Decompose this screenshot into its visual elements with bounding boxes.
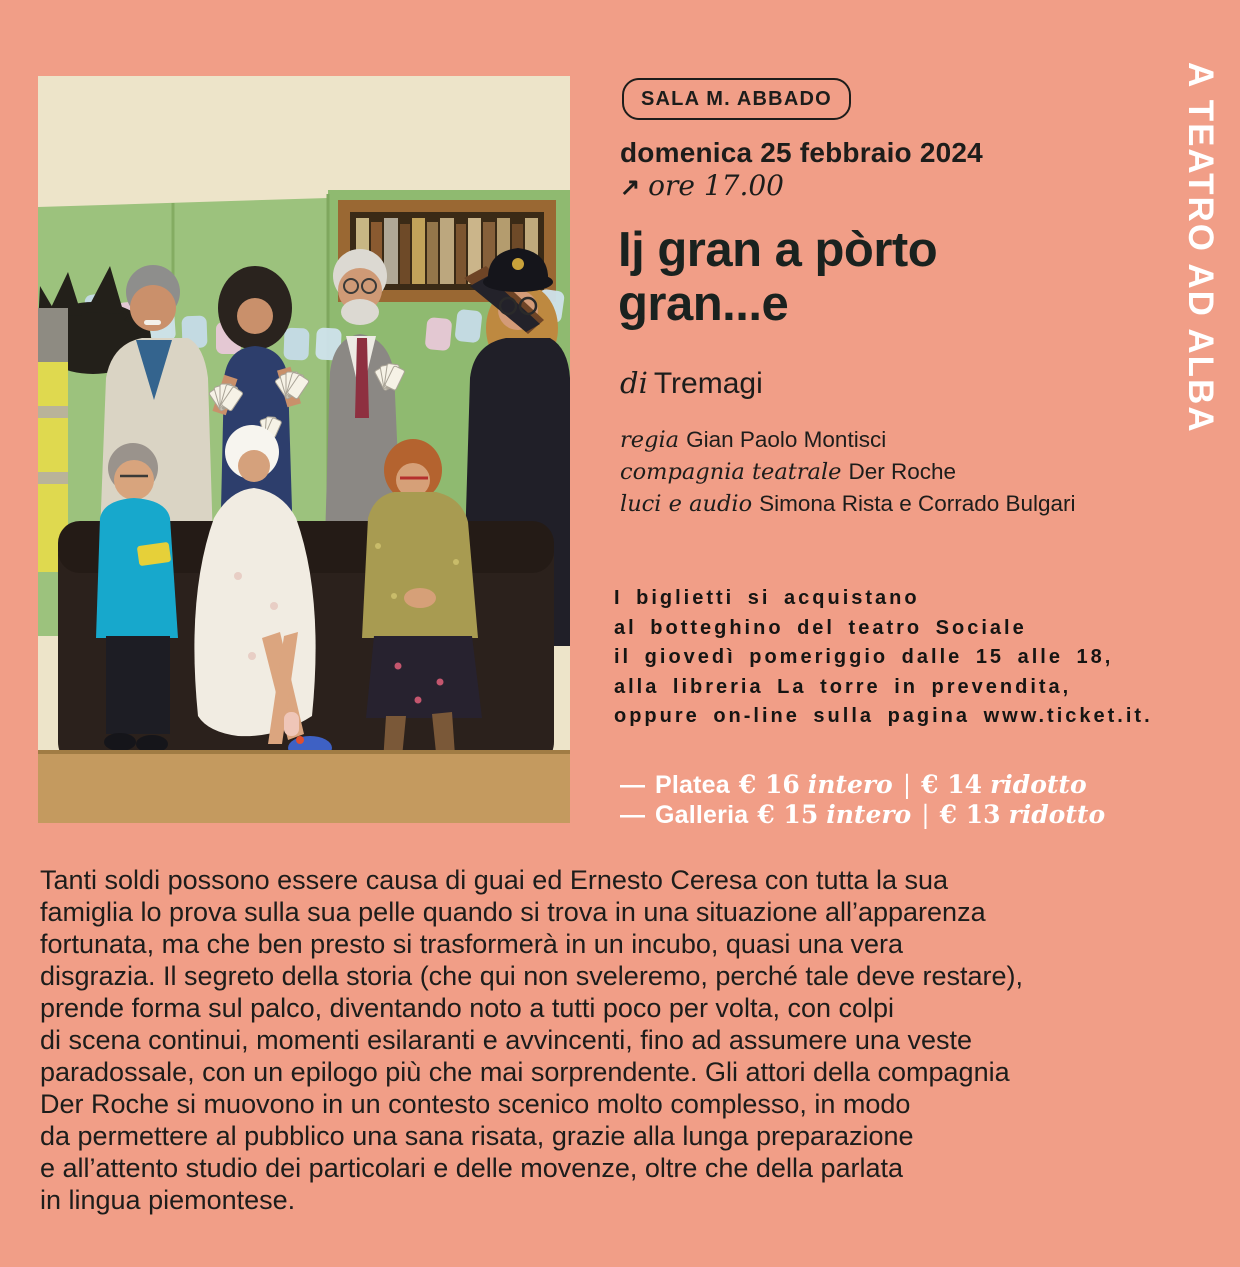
price-full-label: intero [807,770,893,799]
ticket-info-line: al botteghino del teatro Sociale [614,616,1027,639]
credit-row-director [620,424,1076,456]
price-full: € 16 [738,770,800,799]
ticket-info [614,584,1153,732]
price-separator: | [921,800,930,829]
ticket-info-line: il giovedì pomeriggio dalle 15 alle 18, [614,646,1114,668]
description-line: da permettere al pubblico una sana risata, grazie alla lunga preparazione [40,1121,914,1151]
credit-row-company [620,456,1076,488]
event-time-text: ore 17.00 [648,169,784,202]
credit-names: Der Roche [848,459,956,484]
byline [620,366,763,401]
event-date: domenica 25 febbraio 2024 [620,137,983,168]
ticket-info-line: I biglietti si acquistano [614,587,920,609]
credit-role: luci e audio [620,491,753,517]
byline-prefix: di [620,366,648,400]
credits-block [620,424,1076,520]
ticket-info-line: alla libreria La torre in prevendita, [614,675,1072,698]
credit-names: Simona Rista e Corrado Bulgari [759,491,1076,516]
price-list [620,770,1105,830]
byline-author: Tremagi [653,367,763,400]
price-section: Platea [655,771,730,799]
event-time [620,169,784,202]
arrow-up-right-icon: ↗ [620,174,641,201]
troupe-photo [38,76,570,823]
venue-badge [622,78,851,120]
description-line: in lingua piemontese. [40,1185,296,1215]
credit-role: regia [620,427,680,453]
show-title [618,224,937,332]
description-line: paradossale, con un epilogo più che mai sorprendente. Gli attori della compagnia [40,1057,1010,1087]
description-line: e all’attento studio dei particolari e delle movenze, oltre che della parlata [40,1153,904,1183]
photo-floor [38,752,570,823]
price-section: Galleria [655,801,749,829]
description-line: fortunata, ma che ben presto si trasformerà in un incubo, quasi una vera [40,929,903,959]
description-line: famiglia lo prova sulla sua pelle quando si trova in una situazione all’apparenza [40,897,986,927]
price-reduced: € 13 [939,800,1001,829]
price-reduced-label: ridotto [990,770,1087,799]
description-line: Der Roche si muovono in un contesto scenico molto complesso, in modo [40,1089,911,1119]
price-separator: | [902,770,912,799]
description [40,864,1210,1216]
price-full-label: intero [826,800,912,829]
credit-role: compagnia teatrale [620,459,842,485]
credit-row-lights-audio [620,488,1076,520]
credit-names: Gian Paolo Montisci [686,427,887,452]
price-full: € 15 [757,800,819,829]
dash-icon: — [620,801,645,829]
price-row-platea [620,770,1105,800]
description-line: di scena continui, momenti esilaranti e avvincenti, fino ad assumere una veste [40,1025,973,1055]
show-title-line2: gran...e [618,276,789,331]
ticket-info-line: oppure on-line sulla pagina www.ticket.it. [614,705,1153,727]
price-row-galleria [620,800,1105,830]
show-title-line1: Ij gran a pòrto [618,223,938,277]
price-reduced: € 14 [921,770,983,799]
description-line: disgrazia. Il segreto della storia (che qui non sveleremo, perché tale deve restare), [40,961,1024,991]
description-line: Tanti soldi possono essere causa di guai ed Ernesto Ceresa con tutta la sua [40,865,949,895]
vertical-banner: A TEATRO AD ALBA [1181,62,1220,434]
venue-badge-label: SALA M. ABBADO [641,88,832,110]
dash-icon: — [620,771,645,799]
price-reduced-label: ridotto [1008,800,1106,829]
description-line: prende forma sul palco, diventando noto a tutti poco per volta, con colpi [40,993,895,1023]
